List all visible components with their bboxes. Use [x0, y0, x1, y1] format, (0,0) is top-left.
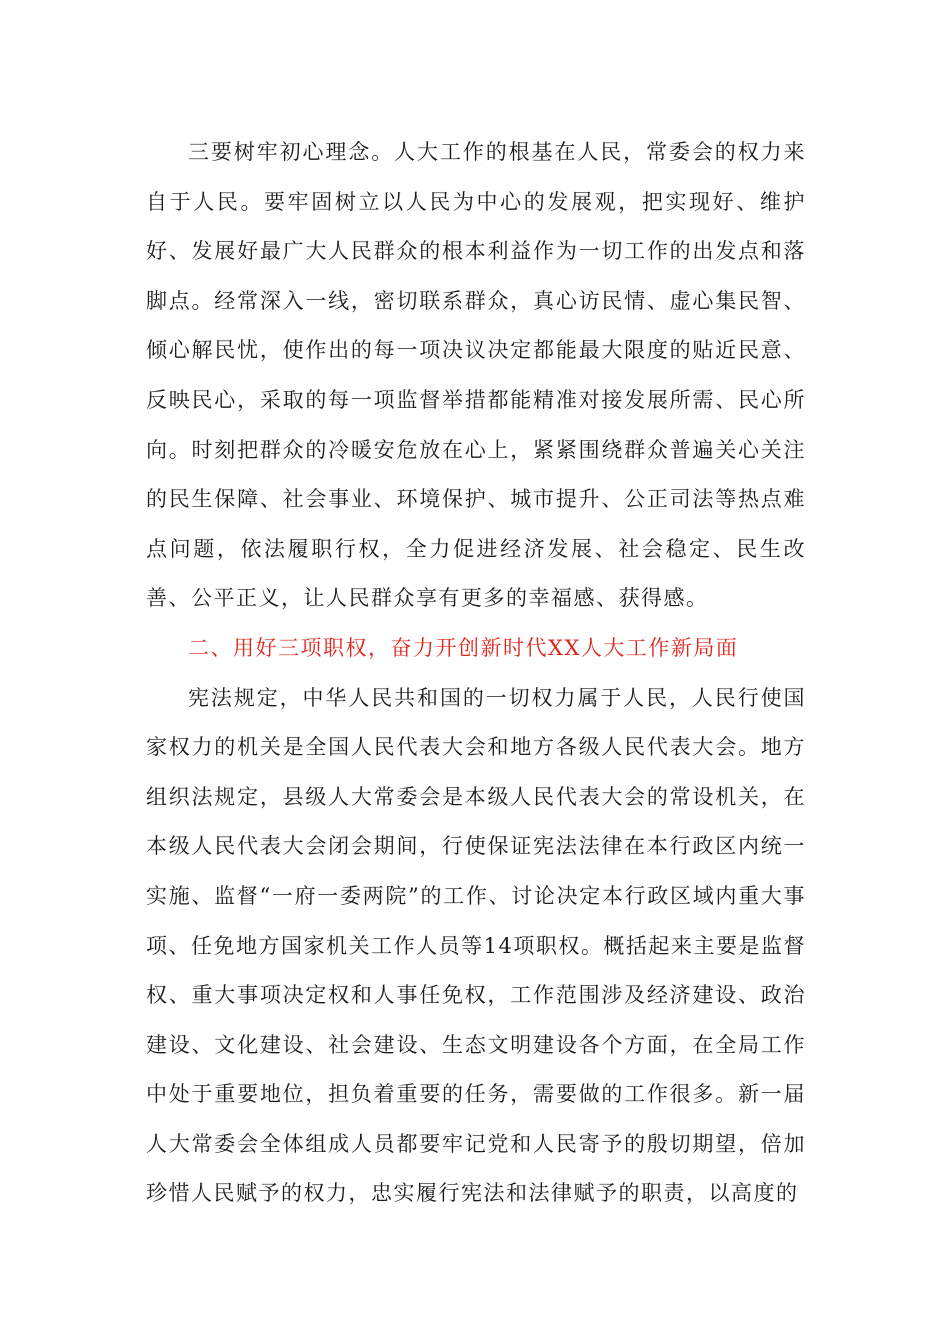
body-paragraph-constitution: 宪法规定，中华人民共和国的一切权力属于人民，人民行使国家权力的机关是全国人民代表大会和地方各级人民代表大会。地方组织法规定，县级人大常委会是本级人民代表大会的常设机关，在本级人民代表大会闭会期间，行使保证宪法法律在本行政区内统一实施、监督“一府一委两院”的工作、讨论决定本行政区域内重大事项、任免地方国家机关工作人员等14项职权。概括起来主要是监督权、重大事项决定权和人事任免权，工作范围涉及经济建设、政治建设、文化建设、社会建设、生态文明建设各个方面，在全局工作中处于重要地位，担负着重要的任务，需要做的工作很多。新一届人大常委会全体组成人员都要牢记党和人民寄予的殷切期望，倍加珍惜人民赋予的权力，忠实履行宪法和法律赋予的职责，以高度的: [146, 685, 806, 1206]
body-paragraph-initial-mission: 三要树牢初心理念。人大工作的根基在人民，常委会的权力来自于人民。要牢固树立以人民为中心的发展观，把实现好、维护好、发展好最广大人民群众的根本利益作为一切工作的出发点和落脚点。经常深入一线，密切联系群众，真心访民情、虚心集民智、倾心解民忧，使作出的每一项决议决定都能最大限度的贴近民意、反映民心，采取的每一项监督举措都能精准对接发展所需、民心所向。时刻把群众的冷暖安危放在心上，紧紧围绕群众普遍关心关注的民生保障、社会事业、环境保护、城市提升、公正司法等热点难点问题，依法履职行权，全力促进经济发展、社会稳定、民生改善、公平正义，让人民群众享有更多的幸福感、获得感。: [146, 140, 806, 611]
document-body: [146, 128, 806, 1219]
section-heading: 二、用好三项职权，奋力开创新时代XX人大工作新局面: [188, 635, 739, 660]
